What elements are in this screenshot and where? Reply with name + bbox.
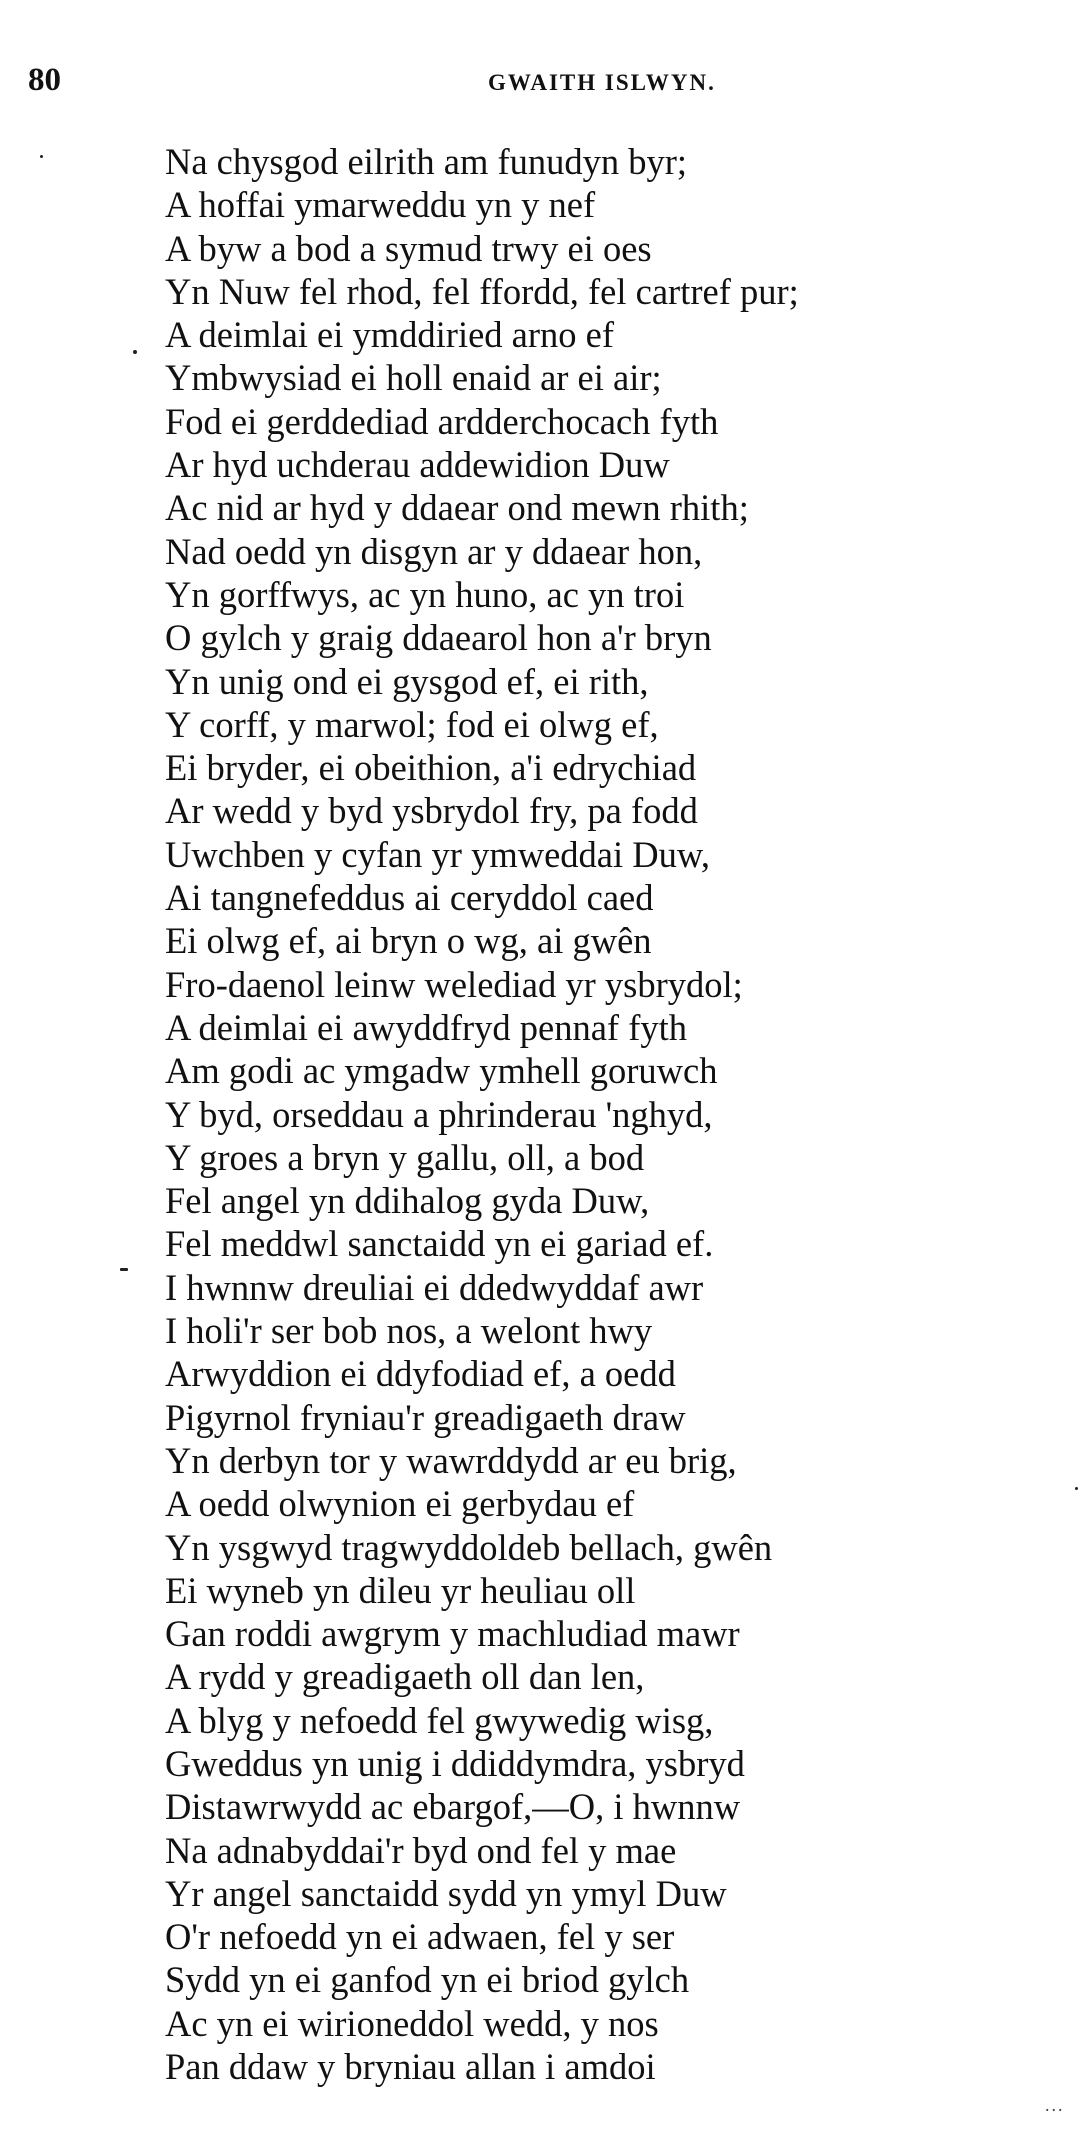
poem-line: I holi'r ser bob nos, a welont hwy [165, 1310, 653, 1352]
poem-line: O'r nefoedd yn ei adwaen, fel y ser [165, 1916, 675, 1958]
poem-line: Yr angel sanctaidd sydd yn ymyl Duw [165, 1872, 727, 1914]
poem-body [165, 140, 1045, 2088]
poem-line: Yn gorffwys, ac yn huno, ac yn troi [165, 573, 685, 615]
poem-line: A deimlai ei ymddiried arno ef [165, 314, 615, 356]
poem-line: Pigyrnol fryniau'r greadigaeth draw [165, 1396, 686, 1438]
poem-line: Yn derbyn tor y wawrddydd ar eu brig, [165, 1439, 737, 1481]
poem-line: Ar hyd uchderau addewidion Duw [165, 444, 670, 486]
poem-line: Pan ddaw y bryniau allan i amdoi [165, 2046, 656, 2088]
running-title: GWAITH ISLWYN. [488, 70, 716, 95]
poem-line: A oedd olwynion ei gerbydau ef [165, 1483, 635, 1525]
poem-line: A deimlai ei awyddfryd pennaf fyth [165, 1006, 687, 1048]
poem-line: A byw a bod a symud trwy ei oes [165, 227, 652, 269]
poem-line: Ac nid ar hyd y ddaear ond mewn rhith; [165, 487, 749, 529]
poem-line: Y corff, y marwol; fod ei olwg ef, [165, 703, 659, 745]
poem-line: Na adnabyddai'r byd ond fel y mae [165, 1829, 677, 1871]
poem-line: Yn Nuw fel rhod, fel ffordd, fel cartref pur; [165, 270, 799, 312]
poem-line: Ac yn ei wirioneddol wedd, y nos [165, 2002, 659, 2044]
poem-line: O gylch y graig ddaearol hon a'r bryn [165, 617, 712, 659]
poem-line: Nad oedd yn disgyn ar y ddaear hon, [165, 530, 703, 572]
poem-line: Distawrwydd ac ebargof,—O, i hwnnw [165, 1786, 741, 1828]
poem-line: Y byd, orseddau a phrinderau 'nghyd, [165, 1093, 713, 1135]
poem-line: Fel angel yn ddihalog gyda Duw, [165, 1180, 650, 1222]
poem-line: A hoffai ymarweddu yn y nef [165, 184, 596, 226]
poem-line: Ei olwg ef, ai bryn o wg, ai gwên [165, 920, 652, 962]
poem-line: Ei wyneb yn dileu yr heuliau oll [165, 1569, 636, 1611]
poem-line: Arwyddion ei ddyfodiad ef, a oedd [165, 1353, 676, 1395]
poem-line: Am godi ac ymgadw ymhell goruwch [165, 1050, 718, 1092]
poem-line: A rydd y greadigaeth oll dan len, [165, 1656, 645, 1698]
poem-line: Fro-daenol leinw welediad yr ysbrydol; [165, 963, 743, 1005]
poem-line: Fod ei gerddediad ardderchocach fyth [165, 400, 719, 442]
poem-line: Na chysgod eilrith am funudyn byr; [165, 141, 688, 182]
continuation-mark: ... [1045, 2095, 1065, 2115]
poem-line: Yn unig ond ei gysgod ef, ei rith, [165, 660, 649, 702]
scan-speck [40, 155, 43, 158]
poem-line: A blyg y nefoedd fel gwywedig wisg, [165, 1699, 714, 1741]
page-header [28, 62, 808, 102]
poem-line: Ar wedd y byd ysbrydol fry, pa fodd [165, 790, 698, 832]
poem-line: I hwnnw dreuliai ei ddedwyddaf awr [165, 1266, 704, 1308]
scan-speck [120, 1268, 128, 1271]
scan-speck [1075, 1487, 1078, 1490]
poem-line: Gweddus yn unig i ddiddymdra, ysbryd [165, 1742, 745, 1784]
poem-line: Yn ysgwyd tragwyddoldeb bellach, gwên [165, 1526, 773, 1568]
poem-line: Ai tangnefeddus ai ceryddol caed [165, 877, 654, 919]
scan-speck [133, 350, 137, 354]
poem-line: Y groes a bryn y gallu, oll, a bod [165, 1136, 645, 1178]
page-number: 80 [28, 62, 61, 98]
poem-line: Fel meddwl sanctaidd yn ei gariad ef. [165, 1223, 714, 1265]
poem-line: Sydd yn ei ganfod yn ei briod gylch [165, 1959, 690, 2001]
poem-line: Ymbwysiad ei holl enaid ar ei air; [165, 357, 662, 399]
poem-line: Ei bryder, ei obeithion, a'i edrychiad [165, 747, 697, 789]
poem-line: Gan roddi awgrym y machludiad mawr [165, 1613, 740, 1655]
poem-line: Uwchben y cyfan yr ymweddai Duw, [165, 833, 710, 875]
